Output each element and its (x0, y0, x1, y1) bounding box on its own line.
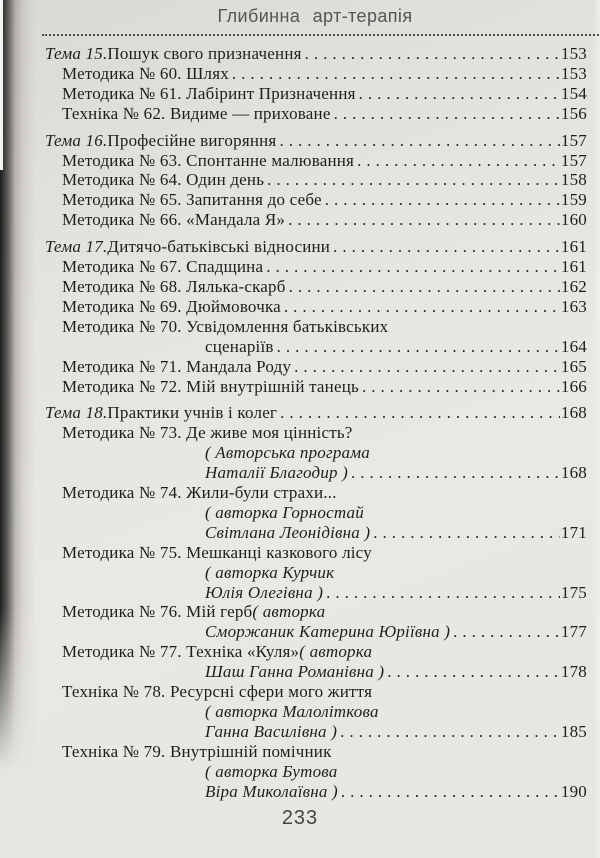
dot-leader (232, 64, 560, 84)
toc-line (45, 377, 587, 397)
toc-line (45, 563, 587, 583)
toc-entry (45, 190, 587, 210)
dot-leader (284, 297, 560, 317)
toc-page-number: 154 (560, 83, 587, 103)
toc-page-number: 168 (560, 463, 587, 483)
toc-entry (45, 237, 587, 257)
toc-entry (45, 682, 587, 742)
toc-line (45, 170, 587, 190)
toc-text-italic: ( авторка Горностай (205, 502, 364, 522)
toc-line (45, 662, 587, 682)
toc-text: Методика № 60. Шлях (62, 63, 229, 83)
toc-page-number: 161 (560, 237, 587, 257)
page-right-edge (593, 0, 600, 858)
toc-text: Практики учнів і колег (107, 403, 278, 423)
toc-text-italic: Тема 16. (45, 130, 108, 150)
toc-line (45, 463, 587, 483)
toc-page-number: 163 (560, 296, 587, 316)
toc-entry (45, 151, 587, 171)
toc-page-number: 157 (560, 130, 587, 150)
toc-page-number: 185 (560, 721, 587, 741)
toc-text: Техніка № 78. Ресурсні сфери мого життя (62, 682, 373, 702)
toc-line (45, 742, 587, 762)
toc-text-italic: Тема 18. (45, 403, 108, 423)
toc-entry (45, 742, 587, 802)
toc-page-number: 171 (560, 522, 587, 542)
toc-line (45, 543, 587, 563)
toc-text-italic: Ганна Василівна ) (205, 721, 338, 741)
toc-text: Техніка № 79. Внутрішній помічник (62, 741, 332, 761)
toc-text: Методика № 71. Мандала Роду (62, 356, 292, 376)
toc-line (45, 131, 587, 151)
toc-line (45, 503, 587, 523)
dot-leader (387, 662, 560, 682)
toc-text-italic: ( авторка (252, 602, 326, 622)
toc-text: Методика № 65. Запитання до себе (62, 190, 322, 210)
toc-text: Методика № 72. Мій внутрішній танець (62, 376, 359, 396)
toc-text: Пошук свого призначення (107, 44, 302, 63)
toc-text-italic: Наталії Благодир ) (205, 463, 349, 483)
toc-page-number: 178 (560, 662, 587, 682)
toc-page-number: 162 (560, 276, 587, 296)
toc-line (45, 210, 587, 230)
toc-line (45, 257, 587, 277)
dot-leader (373, 523, 560, 543)
toc-text-italic: Юлія Олегівна ) (205, 582, 324, 602)
toc-text: Методика № 76. Мій герб (62, 602, 253, 622)
toc-line (45, 337, 587, 357)
toc-entry (45, 317, 587, 357)
dot-leader (279, 131, 559, 151)
dot-leader (326, 583, 560, 603)
toc-text: Методика № 63. Спонтанне малювання (62, 150, 355, 170)
toc-line (45, 357, 587, 377)
dot-leader (294, 357, 560, 377)
toc-page-number: 175 (560, 582, 587, 602)
toc-line (45, 64, 587, 84)
toc-page-number: 153 (560, 44, 587, 63)
toc-entry (45, 277, 587, 297)
toc-entry (45, 543, 587, 603)
toc-line (45, 762, 587, 782)
toc-list (45, 44, 587, 802)
toc-page-number: 164 (560, 336, 587, 356)
toc-page-number: 165 (560, 356, 587, 376)
dot-leader (325, 190, 560, 210)
dot-leader (280, 403, 560, 423)
dot-leader (333, 237, 560, 257)
toc-page-number: 161 (560, 257, 587, 277)
dot-leader (289, 277, 560, 297)
toc-page-number: 160 (560, 210, 587, 230)
toc-line (45, 622, 587, 642)
toc-line (45, 642, 587, 662)
toc-text-italic: Сморжаник Катерина Юріївна ) (205, 622, 451, 642)
toc-entry (45, 403, 587, 423)
dot-leader (359, 84, 560, 104)
toc-page-number: 153 (560, 63, 587, 83)
toc-text-italic: ( авторка Курчик (205, 562, 335, 582)
page-edge-sliver (0, 0, 3, 170)
toc-line (45, 297, 587, 317)
toc-entry (45, 483, 587, 543)
toc-line (45, 443, 587, 463)
header-dotted-rule (42, 34, 599, 36)
toc-text: Методика № 69. Дюймовочка (62, 296, 281, 316)
dot-leader (288, 210, 560, 230)
toc-line (45, 583, 587, 603)
toc-page-number: 156 (560, 103, 587, 123)
toc-page-number: 158 (560, 170, 587, 190)
toc-text: Професійне вигоряння (107, 130, 277, 150)
toc-line (45, 602, 587, 622)
toc-entry (45, 84, 587, 104)
toc-text: Методика № 64. Один день (62, 170, 265, 190)
toc-text-italic: ( авторка (299, 642, 373, 662)
toc-text-italic: ( Авторська програма (205, 443, 370, 463)
dot-leader (351, 463, 560, 483)
toc-entry (45, 357, 587, 377)
toc-page-number: 157 (560, 150, 587, 170)
toc-line (45, 104, 587, 124)
toc-line (45, 277, 587, 297)
toc-entry (45, 44, 587, 64)
toc-entry (45, 131, 587, 151)
toc-entry (45, 602, 587, 642)
running-header: Глибинна арт-терапія (217, 6, 413, 26)
toc-page-number: 177 (560, 622, 587, 642)
dot-leader (357, 151, 560, 171)
toc-text: Методика № 75. Мешканці казкового лісу (62, 542, 372, 562)
toc-text: Методика № 61. Лабіринт Призначення (62, 83, 356, 103)
toc-entry (45, 377, 587, 397)
toc-entry (45, 423, 587, 483)
dot-leader (334, 104, 560, 124)
toc-text: Методика № 74. Жили-були страхи... (62, 483, 337, 503)
toc-entry (45, 210, 587, 230)
toc-text-italic: Світлана Леонідівна ) (205, 522, 371, 542)
toc-line (45, 523, 587, 543)
toc-line (45, 483, 587, 503)
dot-leader (266, 257, 560, 277)
toc-text-italic: Віра Миколаївна ) (205, 781, 338, 801)
toc-text: Методика № 67. Спадщина (62, 257, 264, 277)
toc-text: сценаріїв (205, 336, 274, 356)
toc-entry (45, 257, 587, 277)
page-number: 233 (281, 807, 319, 829)
toc-line (45, 190, 587, 210)
toc-entry (45, 104, 587, 124)
toc-line (45, 423, 587, 443)
dot-leader (267, 170, 560, 190)
toc-text: Техніка № 62. Видиме — приховане (62, 103, 331, 123)
toc-text-italic: Тема 15. (45, 44, 108, 63)
toc-line (45, 151, 587, 171)
toc-text: Методика № 70. Усвідомлення батьківських (62, 316, 389, 336)
toc-text-italic: ( авторка Малоліткова (205, 702, 379, 721)
toc-line (45, 702, 587, 722)
toc-line (45, 237, 587, 257)
toc-text: Методика № 66. «Мандала Я» (62, 210, 286, 230)
toc-text-italic: Тема 17. (45, 237, 108, 257)
toc-text-italic: ( авторка Бутова (205, 761, 338, 781)
toc-line (45, 782, 587, 802)
toc-entry (45, 64, 587, 84)
toc-line (45, 44, 587, 64)
toc-text: Методика № 68. Лялька-скарб (62, 276, 286, 296)
toc-text: Методика № 77. Техніка «Куля» (62, 642, 300, 662)
dot-leader (340, 722, 560, 742)
toc-line (45, 722, 587, 742)
toc-page-number: 190 (560, 781, 587, 801)
dot-leader (341, 782, 560, 802)
dot-leader (277, 337, 560, 357)
toc-line (45, 682, 587, 702)
toc-text-italic: Шаш Ганна Романівна ) (205, 662, 385, 682)
toc-page-number: 159 (560, 190, 587, 210)
toc-line (45, 403, 587, 423)
toc-page-number: 166 (560, 376, 587, 396)
toc-text: Дитячо-батьківські відносини (107, 237, 331, 257)
toc-line (45, 84, 587, 104)
toc-text: Методика № 73. Де живе моя цінність? (62, 423, 353, 443)
toc-entry (45, 642, 587, 682)
toc-entry (45, 170, 587, 190)
toc-page-number: 168 (560, 403, 587, 423)
dot-leader (453, 622, 560, 642)
toc-line (45, 317, 587, 337)
dot-leader (362, 377, 560, 397)
dot-leader (305, 44, 560, 64)
toc-entry (45, 297, 587, 317)
